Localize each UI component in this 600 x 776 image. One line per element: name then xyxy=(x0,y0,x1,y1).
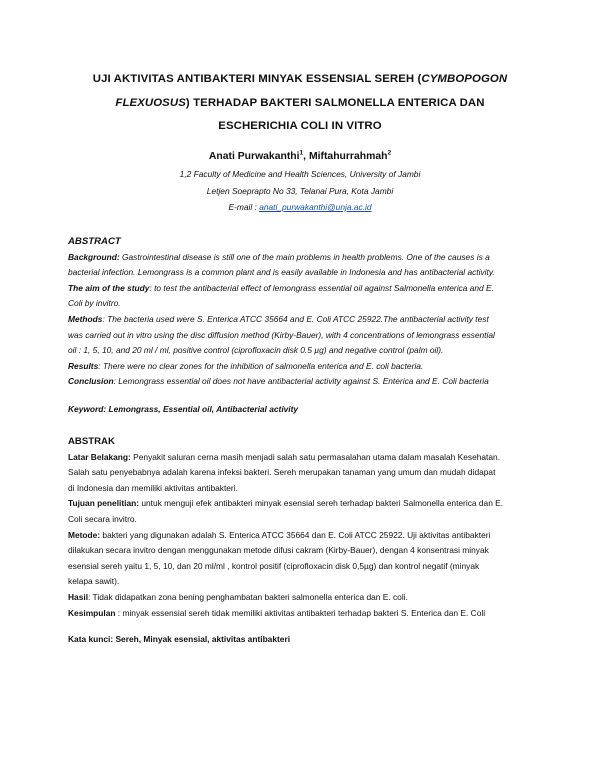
keywords-indonesian: Kata kunci: Sereh, Minyak esensial, aktivitas antibakteri xyxy=(68,634,291,644)
abstract-aim: The aim of the study: to test the antibacterial effect of lemongrass essential oil against Salmonella enterica and E. xyxy=(68,282,494,293)
abstrak-heading: ABSTRAK xyxy=(68,436,115,447)
abstrak-metode: Metode: bakteri yang digunakan adalah S. Enterica ATCC 35664 dan E. Coli ATCC 25922. Uji aktivitas antibakteri xyxy=(68,529,491,540)
abstract-methods: Methods: The bacteria used were S. Enterica ATCC 35664 and E. Coli ATCC 25922.The antibacterial activity test xyxy=(68,313,489,324)
affiliation-line-2: Letjen Soeprapto No 33, Telanai Pura, Kota Jambi xyxy=(206,186,394,196)
author-1: Anati Purwakanthi xyxy=(208,151,300,162)
abstrak-tujuan: Tujuan penelitian: untuk menguji efek antibakteri minyak esensial sereh terhadap bakteri Salmonella enterica dan E. xyxy=(68,498,504,509)
abstract-english: ABSTRACT Background: Gastrointestinal disease is still one of the main problems in health problems. One of the causes is a bacterial infection. Lemongrass is a common plant and is easily available in Indonesia and has antibacterial activity. The aim of the study: to test the antibacterial effect of lemongrass essential oil against Salmonella enterica and E. Coli by invitro. Methods: The bacteria used were S. Enterica ATCC 35664 and E. Coli ATCC 25922.The antibacterial activity test was carried out in vitro using the disc diffusion method (Kirby-Bauer), with 4 concentrations of lemongrass essential oil : 1, 5, 10, and 20 ml / ml, positive control (ciprofloxacin disk 0.5 µg) and negative control (palm oil). Results: There were no clear zones for the inhibition of salmonella enterica and E. coli bacteria. Conclusion: Lemongrass essential oil does not have antibacterial activity against S. Enterica and E. Coli bacteria xyxy=(68,234,532,390)
affiliation-line-1: 1,2 Faculty of Medicine and Health Sciences, University of Jambi xyxy=(179,169,421,179)
keywords-english: Keyword: Lemongrass, Essential oil, Antibacterial activity xyxy=(68,404,299,414)
abstract-results: Results: There were no clear zones for the inhibition of salmonella enterica and E. coli bacteria. xyxy=(68,360,424,371)
paper-title: UJI AKTIVITAS ANTIBAKTERI MINYAK ESSENSIAL SEREH (CYMBOPOGON FLEXUOSUS) TERHADAP BAKTERI SALMONELLA ENTERICA DAN ESCHERICHIA COLI IN VITRO xyxy=(92,73,508,132)
abstract-indonesian: ABSTRAK Latar Belakang: Penyakit saluran cerna masih menjadi salah satu permasalahan utama dalam masalah Kesehatan. Salah satu penyebabnya adalah karena infeksi bakteri. Sereh merupakan tanaman yang umum dan mudah didapat di Indonesia dan memiliki aktivitas antibakteri. Tujuan penelitian: untuk menguji efek antibakteri minyak esensial sereh terhadap bakteri Salmonella enterica dan E. Coli secara invitro. Metode: bakteri yang digunakan adalah S. Enterica ATCC 35664 dan E. Coli ATCC 25922. Uji aktivitas antibakteri dilakukan secara invitro dengan menggunakan metode difusi cakram (Kirby-Bauer), dengan 4 konsentrasi minyak esensial sereh yaitu 1, 5, 10, dan 20 ml/ml , kontrol positif (ciprofloxacin disk 0,5µg) dan kontrol negatif (minyak kelapa sawit). Hasil: Tidak didapatkan zona bening penghambatan bakteri salmonella enterica dan E. coli. Kesimpulan : minyak essensial sereh tidak memiliki aktivitas antibakteri terhadap bakteri S. Enterica dan E. Coli xyxy=(68,434,532,621)
abstrak-hasil: Hasil: Tidak didapatkan zona bening penghambatan bakteri salmonella enterica dan E. coli. xyxy=(68,591,408,602)
abstract-conclusion: Conclusion: Lemongrass essential oil does not have antibacterial activity against S. Enterica and E. Coli bacteria xyxy=(68,376,489,387)
author-list: Anati Purwakanthi$^1$, Miftahurrahmah$^2$ xyxy=(208,149,392,162)
abstrak-latar: Latar Belakang: Penyakit saluran cerna masih menjadi salah satu permasalahan utama dalam masalah Kesehatan. xyxy=(68,451,501,462)
author-2: Miftahurrahmah xyxy=(308,151,388,162)
email-link[interactable]: anati_purwakanthi@unja.ac.id xyxy=(259,202,372,212)
abstrak-kesimpulan: Kesimpulan : minyak essensial sereh tidak memiliki aktivitas antibakteri terhadap bakteri S. Enterica dan E. Coli xyxy=(68,607,486,618)
affiliation-email: E-mail : anati_purwakanthi@unja.ac.id xyxy=(228,202,372,212)
abstract-heading: ABSTRACT xyxy=(68,236,121,247)
abstract-background: Background: Gastrointestinal disease is still one of the main problems in health problems. One of the causes is a xyxy=(68,251,490,262)
